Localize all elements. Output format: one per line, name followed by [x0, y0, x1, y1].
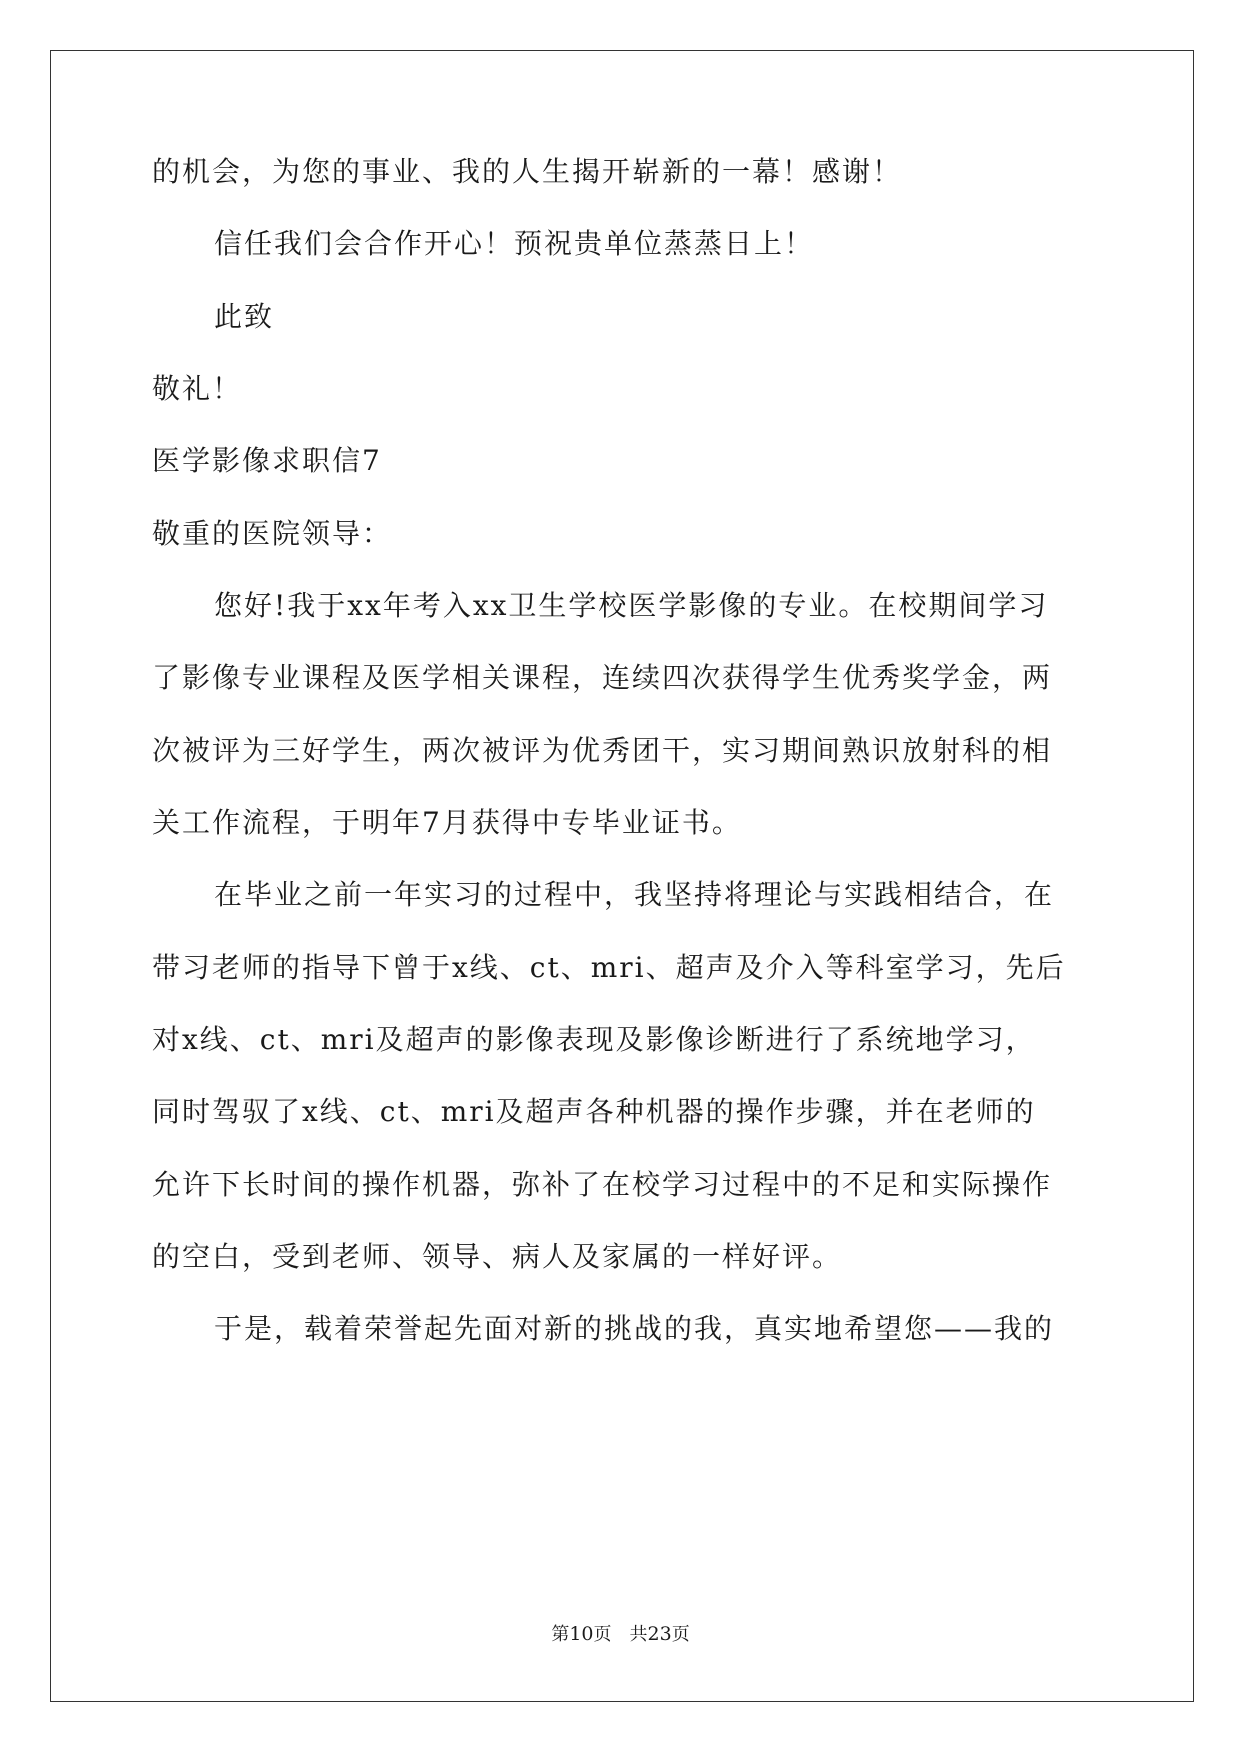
text-line: 在毕业之前一年实习的过程中，我坚持将理论与实践相结合，在	[214, 878, 1055, 911]
salutation-line: 此致	[214, 300, 275, 333]
text-line: 次被评为三好学生，两次被评为优秀团干，实习期间熟识放射科的相	[152, 734, 1053, 767]
page-suffix: 页	[671, 1624, 690, 1645]
text-line: 的机会，为您的事业、我的人生揭开崭新的一幕！感谢！	[152, 155, 903, 188]
text-line: 您好!我于xx年考入xx卫生学校医学影像的专业。在校期间学习	[214, 589, 1049, 622]
page-footer	[0, 1622, 1241, 1647]
text-line: 信任我们会合作开心！预祝贵单位蒸蒸日上！	[214, 227, 815, 260]
text-line: 同时驾驭了x线、ct、mri及超声各种机器的操作步骤，并在老师的	[152, 1095, 1036, 1128]
text-line: 关工作流程，于明年7月获得中专毕业证书。	[152, 806, 742, 839]
text-line: 于是，载着荣誉起先面对新的挑战的我，真实地希望您——我的	[214, 1312, 1055, 1345]
closing-line: 敬礼！	[152, 372, 243, 405]
section-heading: 医学影像求职信7	[152, 444, 382, 477]
text-line: 允许下长时间的操作机器，弥补了在校学习过程中的不足和实际操作	[152, 1168, 1053, 1201]
page-mid: 页 共	[593, 1624, 648, 1645]
text-line: 了影像专业课程及医学相关课程，连续四次获得学生优秀奖学金，两	[152, 661, 1053, 694]
page-prefix: 第	[551, 1624, 570, 1645]
text-line: 带习老师的指导下曾于x线、ct、mri、超声及介入等科室学习，先后	[152, 951, 1066, 984]
text-line: 对x线、ct、mri及超声的影像表现及影像诊断进行了系统地学习，	[152, 1023, 1036, 1056]
greeting-line: 敬重的医院领导：	[152, 517, 393, 550]
page-current: 10	[569, 1623, 594, 1645]
text-line: 的空白，受到老师、领导、病人及家属的一样好评。	[152, 1240, 843, 1273]
page-total: 23	[647, 1623, 672, 1645]
